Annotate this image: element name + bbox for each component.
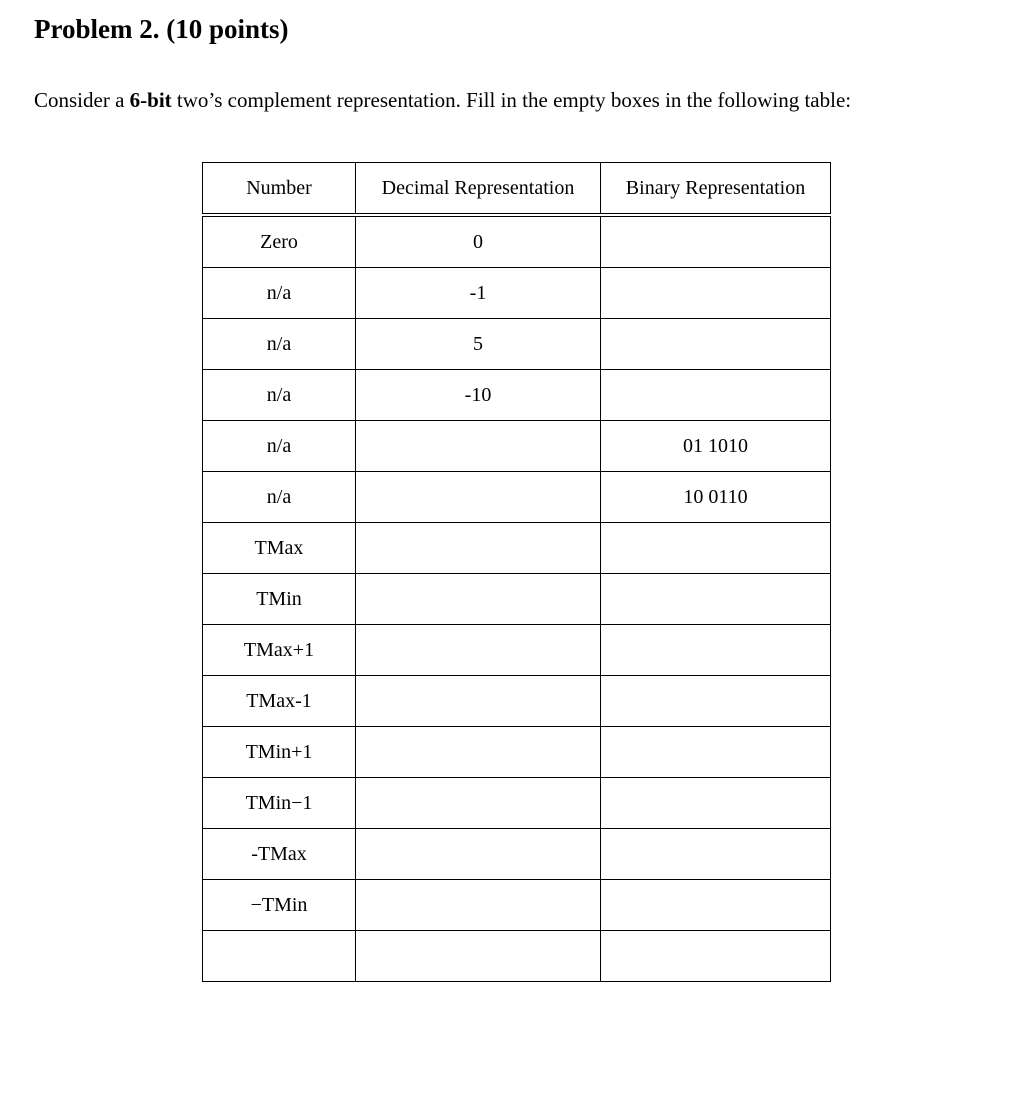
table-row bbox=[203, 523, 831, 574]
cell-binary[interactable] bbox=[601, 319, 831, 370]
cell-number: n/a bbox=[203, 472, 356, 523]
table-row bbox=[203, 778, 831, 829]
cell-number: n/a bbox=[203, 319, 356, 370]
problem-instructions bbox=[34, 86, 851, 114]
table-row bbox=[203, 829, 831, 880]
cell-number: TMin bbox=[203, 574, 356, 625]
cell-number: TMax-1 bbox=[203, 676, 356, 727]
cell-binary: 10 0110 bbox=[601, 472, 831, 523]
cell-decimal: -1 bbox=[356, 268, 601, 319]
cell-decimal[interactable] bbox=[356, 778, 601, 829]
instructions-text-end: two’s complement representation. Fill in the empty boxes in the following table: bbox=[171, 88, 852, 112]
cell-number: TMin+1 bbox=[203, 727, 356, 778]
cell-binary[interactable] bbox=[601, 215, 831, 268]
cell-decimal[interactable] bbox=[356, 829, 601, 880]
cell-number: n/a bbox=[203, 268, 356, 319]
cell-number: TMax+1 bbox=[203, 625, 356, 676]
cell-number[interactable] bbox=[203, 931, 356, 982]
cell-binary[interactable] bbox=[601, 625, 831, 676]
cell-binary[interactable] bbox=[601, 829, 831, 880]
cell-binary[interactable] bbox=[601, 523, 831, 574]
table-row bbox=[203, 676, 831, 727]
cell-decimal[interactable] bbox=[356, 421, 601, 472]
table-row bbox=[203, 370, 831, 421]
cell-decimal[interactable] bbox=[356, 472, 601, 523]
table-header bbox=[203, 163, 831, 216]
header-number: Number bbox=[203, 163, 356, 216]
cell-decimal: 0 bbox=[356, 215, 601, 268]
header-decimal: Decimal Representation bbox=[356, 163, 601, 216]
cell-binary[interactable] bbox=[601, 370, 831, 421]
cell-decimal[interactable] bbox=[356, 931, 601, 982]
table-header-row bbox=[203, 163, 831, 216]
cell-decimal[interactable] bbox=[356, 625, 601, 676]
cell-number: TMin−1 bbox=[203, 778, 356, 829]
cell-number: -TMax bbox=[203, 829, 356, 880]
cell-decimal[interactable] bbox=[356, 880, 601, 931]
table-row bbox=[203, 727, 831, 778]
table-row bbox=[203, 472, 831, 523]
cell-decimal[interactable] bbox=[356, 676, 601, 727]
cell-binary[interactable] bbox=[601, 727, 831, 778]
table-body bbox=[203, 215, 831, 982]
cell-decimal[interactable] bbox=[356, 727, 601, 778]
table-row bbox=[203, 421, 831, 472]
table-row bbox=[203, 880, 831, 931]
header-binary: Binary Representation bbox=[601, 163, 831, 216]
table-row bbox=[203, 215, 831, 268]
cell-binary[interactable] bbox=[601, 676, 831, 727]
table-row bbox=[203, 268, 831, 319]
problem-title: Problem 2. (10 points) bbox=[34, 14, 289, 44]
table-row bbox=[203, 319, 831, 370]
instructions-text-start: Consider a bbox=[34, 88, 130, 112]
cell-binary[interactable] bbox=[601, 574, 831, 625]
table-row bbox=[203, 931, 831, 982]
cell-number: n/a bbox=[203, 421, 356, 472]
cell-number: n/a bbox=[203, 370, 356, 421]
cell-decimal[interactable] bbox=[356, 574, 601, 625]
instructions-bit-width: 6-bit bbox=[129, 88, 172, 112]
representation-table bbox=[202, 162, 831, 982]
cell-binary[interactable] bbox=[601, 931, 831, 982]
cell-number: TMax bbox=[203, 523, 356, 574]
cell-binary[interactable] bbox=[601, 778, 831, 829]
cell-decimal: -10 bbox=[356, 370, 601, 421]
cell-decimal: 5 bbox=[356, 319, 601, 370]
cell-number: −TMin bbox=[203, 880, 356, 931]
table-row bbox=[203, 574, 831, 625]
cell-binary[interactable] bbox=[601, 268, 831, 319]
cell-binary[interactable] bbox=[601, 880, 831, 931]
table-row bbox=[203, 625, 831, 676]
cell-number: Zero bbox=[203, 215, 356, 268]
cell-binary: 01 1010 bbox=[601, 421, 831, 472]
cell-decimal[interactable] bbox=[356, 523, 601, 574]
